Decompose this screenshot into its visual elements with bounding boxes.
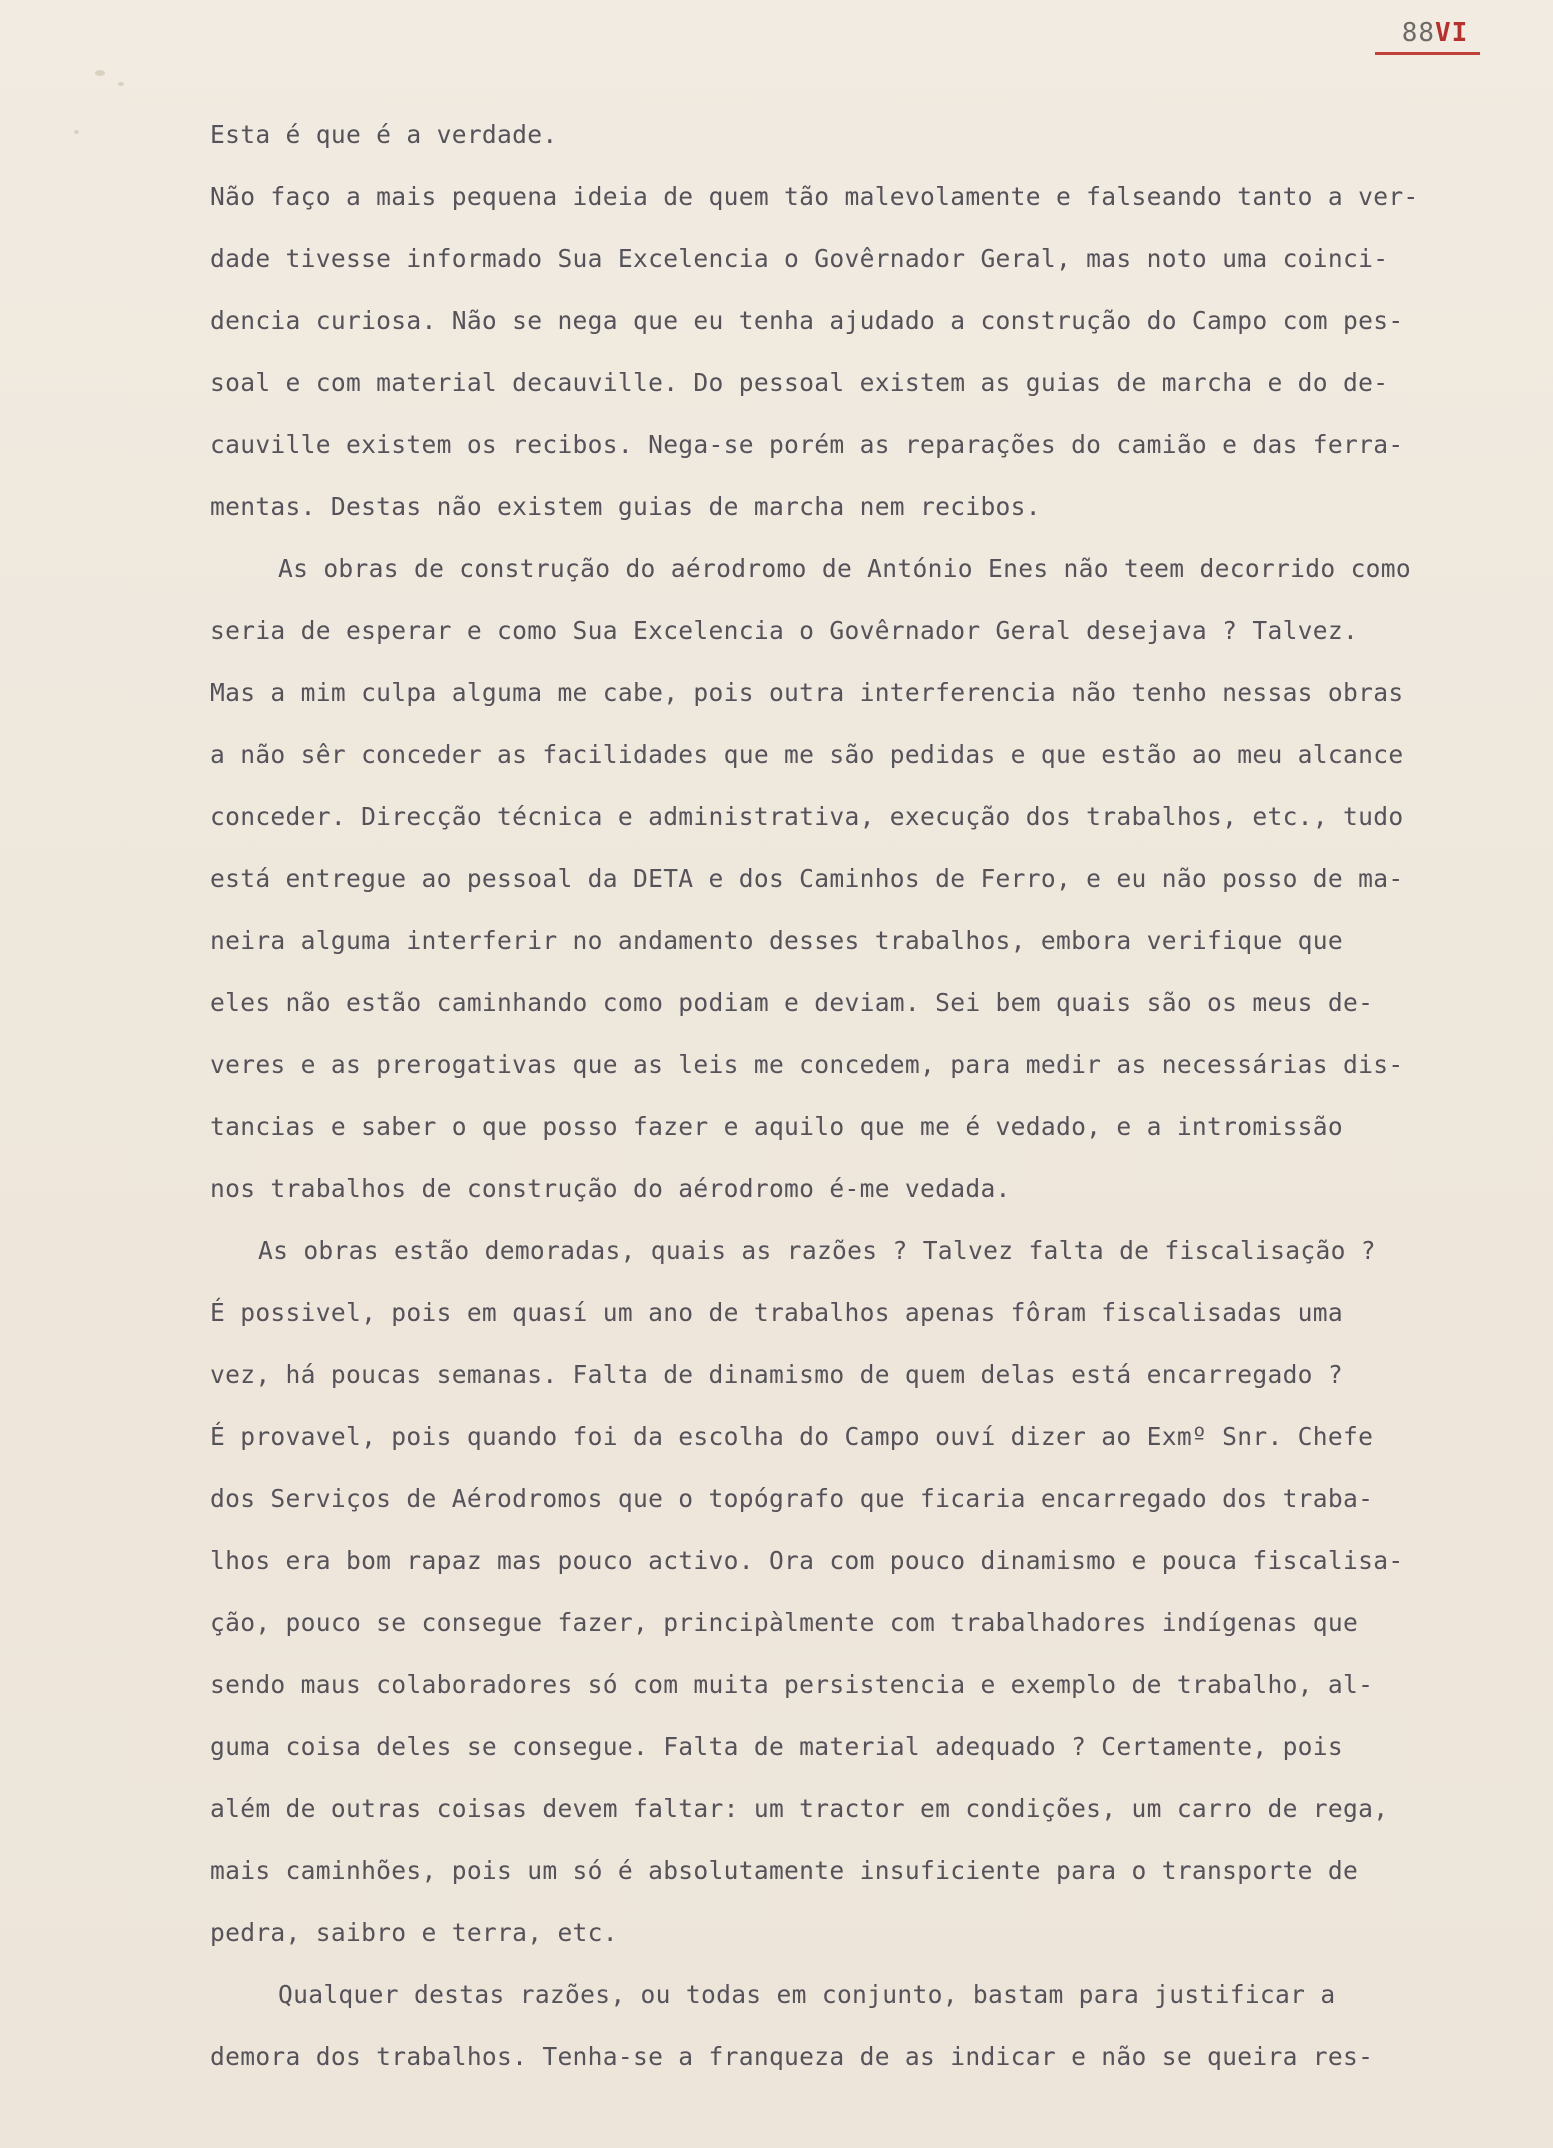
text-line: mentas. Destas não existem guias de marcha nem recibos. bbox=[210, 492, 1041, 521]
text-line: nos trabalhos de construção do aérodromo é-me vedada. bbox=[210, 1174, 1011, 1203]
text-line: guma coisa deles se consegue. Falta de material adequado ? Certamente, pois bbox=[210, 1732, 1344, 1761]
text-line: Mas a mim culpa alguma me cabe, pois outra interferencia não tenho nessas obras bbox=[210, 678, 1404, 707]
page-number-arabic: 88 bbox=[1401, 18, 1435, 48]
text-line: está entregue ao pessoal da DETA e dos Caminhos de Ferro, e eu não posso de ma- bbox=[210, 864, 1404, 893]
text-line: conceder. Direcção técnica e administrativa, execução dos trabalhos, etc., tudo bbox=[210, 802, 1404, 831]
text-line: ção, pouco se consegue fazer, principàlmente com trabalhadores indígenas que bbox=[210, 1608, 1359, 1637]
text-line: demora dos trabalhos. Tenha-se a franqueza de as indicar e não se queira res- bbox=[210, 2042, 1374, 2071]
text-line: É provavel, pois quando foi da escolha do Campo ouví dizer ao Exmº Snr. Chefe bbox=[210, 1422, 1374, 1451]
text-line: tancias e saber o que posso fazer e aquilo que me é vedado, e a intromissão bbox=[210, 1112, 1344, 1141]
text-line: As obras de construção do aérodromo de António Enes não teem decorrido como bbox=[278, 554, 1412, 583]
text-line: pedra, saibro e terra, etc. bbox=[210, 1918, 618, 1947]
text-line: dos Serviços de Aérodromos que o topógrafo que ficaria encarregado dos traba- bbox=[210, 1484, 1374, 1513]
page-number bbox=[1385, 18, 1485, 48]
text-line: mais caminhões, pois um só é absolutamente insuficiente para o transporte de bbox=[210, 1856, 1359, 1885]
text-line: eles não estão caminhando como podiam e deviam. Sei bem quais são os meus de- bbox=[210, 988, 1374, 1017]
text-line: As obras estão demoradas, quais as razões ? Talvez falta de fiscalisação ? bbox=[258, 1236, 1376, 1265]
text-line: cauville existem os recibos. Nega-se porém as reparações do camião e das ferra- bbox=[210, 430, 1404, 459]
text-line: dade tivesse informado Sua Excelencia o Govêrnador Geral, mas noto uma coinci- bbox=[210, 244, 1389, 273]
text-line: lhos era bom rapaz mas pouco activo. Ora com pouco dinamismo e pouca fiscalisa- bbox=[210, 1546, 1404, 1575]
text-line: soal e com material decauville. Do pessoal existem as guias de marcha e do de- bbox=[210, 368, 1389, 397]
typed-text-body bbox=[210, 104, 1540, 2088]
text-line: veres e as prerogativas que as leis me concedem, para medir as necessárias dis- bbox=[210, 1050, 1404, 1079]
text-line: dencia curiosa. Não se nega que eu tenha ajudado a construção do Campo com pes- bbox=[210, 306, 1404, 335]
text-line: vez, há poucas semanas. Falta de dinamismo de quem delas está encarregado ? bbox=[210, 1360, 1344, 1389]
text-line: além de outras coisas devem faltar: um tractor em condições, um carro de rega, bbox=[210, 1794, 1389, 1823]
text-line: seria de esperar e como Sua Excelencia o Govêrnador Geral desejava ? Talvez. bbox=[210, 616, 1359, 645]
text-line: neira alguma interferir no andamento desses trabalhos, embora verifique que bbox=[210, 926, 1344, 955]
text-line: É possivel, pois em quasí um ano de trabalhos apenas fôram fiscalisadas uma bbox=[210, 1298, 1344, 1327]
text-line: sendo maus colaboradores só com muita persistencia e exemplo de trabalho, al- bbox=[210, 1670, 1374, 1699]
paper-stain bbox=[95, 70, 105, 76]
text-line: Não faço a mais pequena ideia de quem tão malevolamente e falseando tanto a ver- bbox=[210, 182, 1419, 211]
paper-stain bbox=[118, 82, 124, 86]
text-line: a não sêr conceder as facilidades que me são pedidas e que estão ao meu alcance bbox=[210, 740, 1404, 769]
text-line: Esta é que é a verdade. bbox=[210, 120, 558, 149]
text-line: Qualquer destas razões, ou todas em conjunto, bastam para justificar a bbox=[278, 1980, 1336, 2009]
paper-stain bbox=[74, 130, 79, 134]
page-number-roman: VI bbox=[1435, 18, 1469, 48]
page-number-underline bbox=[1375, 52, 1480, 55]
